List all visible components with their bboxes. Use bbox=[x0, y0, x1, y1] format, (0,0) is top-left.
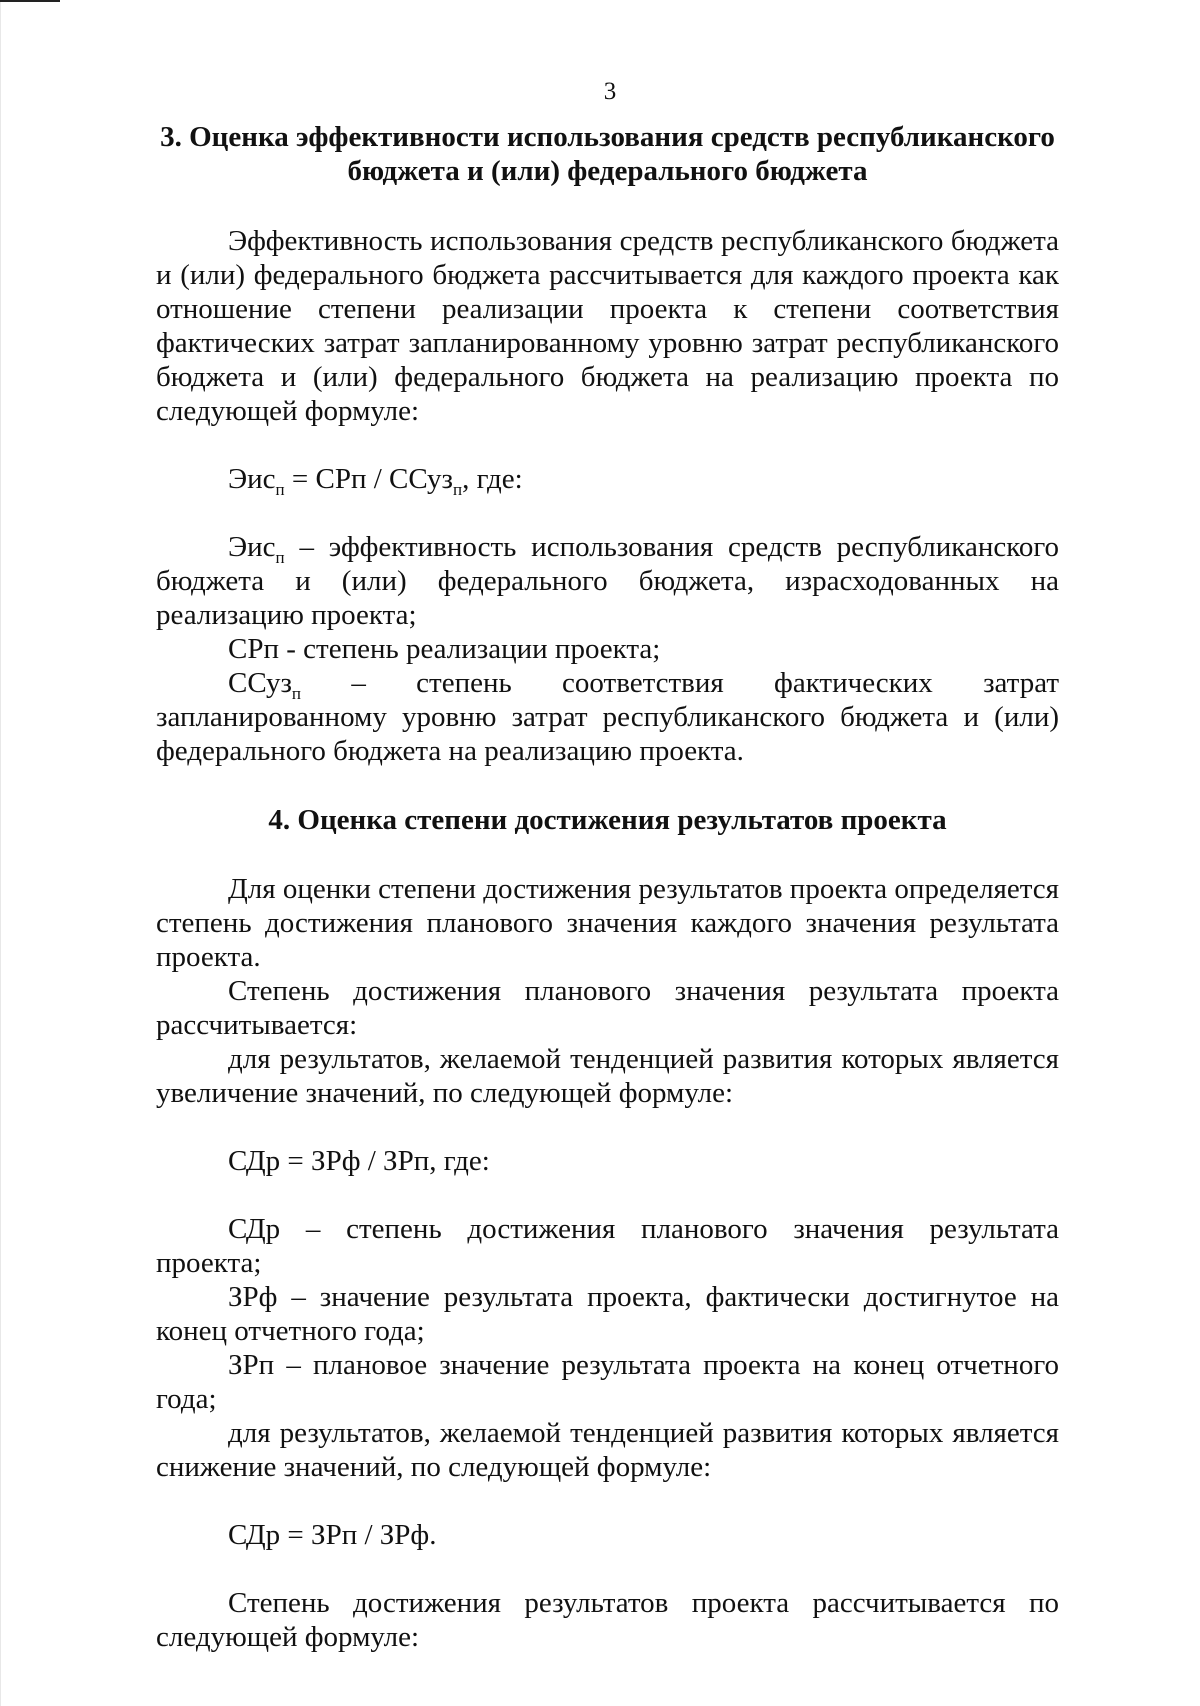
scan-margin-line bbox=[0, 0, 1, 1706]
definition-srp: СРп - степень реализации проекта; bbox=[228, 633, 661, 665]
formula-lhs-subscript: п bbox=[275, 479, 285, 499]
definition-zrp: ЗРп – плановое значение результата проекта на конец отчетного года; bbox=[156, 1349, 1059, 1415]
document-body bbox=[156, 120, 1059, 1654]
section-3-heading bbox=[156, 120, 1059, 188]
definition-eis-text: – эффективность использования средств республиканского бюджета и (или) федерального бюджета, израсходованных на реализацию проекта; bbox=[156, 531, 1059, 631]
definition-ssuz-text: – степень соответствия фактических затрат запланированному уровню затрат республиканского бюджета и (или) федерального бюджета на реализацию проекта. bbox=[156, 667, 1059, 767]
section-3-heading-line-2: бюджета и (или) федерального бюджета bbox=[347, 155, 868, 187]
section-4-paragraph-4: для результатов, желаемой тенденцией развития которых является снижение значений, по следующей формуле: bbox=[156, 1417, 1059, 1483]
sdr-decrease-formula: СДр = ЗРп / ЗРф. bbox=[228, 1519, 437, 1551]
scan-corner-mark bbox=[0, 0, 60, 2]
section-3-heading-line-1: 3. Оценка эффективности использования средств республиканского bbox=[160, 121, 1055, 153]
formula-lhs: Эис bbox=[228, 463, 276, 495]
definition-ssuz-subscript: п bbox=[291, 683, 302, 703]
efficiency-formula bbox=[156, 462, 1059, 499]
definition-sdr: СДр – степень достижения планового значения результата проекта; bbox=[156, 1213, 1059, 1279]
definition-zrf: ЗРф – значение результата проекта, фактически достигнутое на конец отчетного года; bbox=[156, 1281, 1059, 1347]
section-4-paragraph-5: Степень достижения результатов проекта рассчитывается по следующей формуле: bbox=[156, 1587, 1059, 1653]
formula-rhs: = СРп / ССуз bbox=[284, 463, 453, 495]
section-4-paragraph-1: Для оценки степени достижения результатов проекта определяется степень достижения планового значения каждого значения результата проекта. bbox=[156, 873, 1059, 973]
sdr-increase-formula: СДр = ЗРф / ЗРп, где: bbox=[228, 1145, 490, 1177]
section-3-intro-paragraph: Эффективность использования средств республиканского бюджета и (или) федерального бюджета рассчитывается для каждого проекта как отношение степени реализации проекта к степени соответствия фактических затрат запланированному уровню затрат республиканского бюджета и (или) федерального бюджета на реализацию проекта по следующей формуле: bbox=[156, 225, 1059, 427]
definition-eis-subscript: п bbox=[275, 547, 285, 567]
definition-eis bbox=[156, 530, 1059, 632]
definition-ssuz-term: ССуз bbox=[228, 667, 292, 699]
formula-rhs-subscript: п bbox=[452, 479, 463, 499]
definition-eis-term: Эис bbox=[228, 531, 276, 563]
section-4-paragraph-2: Степень достижения планового значения результата проекта рассчитывается: bbox=[156, 975, 1059, 1041]
section-4-heading: 4. Оценка степени достижения результатов проекта bbox=[268, 804, 947, 836]
page-number: 3 bbox=[603, 78, 617, 105]
section-4-paragraph-3: для результатов, желаемой тенденцией развития которых является увеличение значений, по следующей формуле: bbox=[156, 1043, 1059, 1109]
formula-tail: , где: bbox=[462, 463, 523, 495]
definition-ssuz bbox=[156, 666, 1059, 768]
